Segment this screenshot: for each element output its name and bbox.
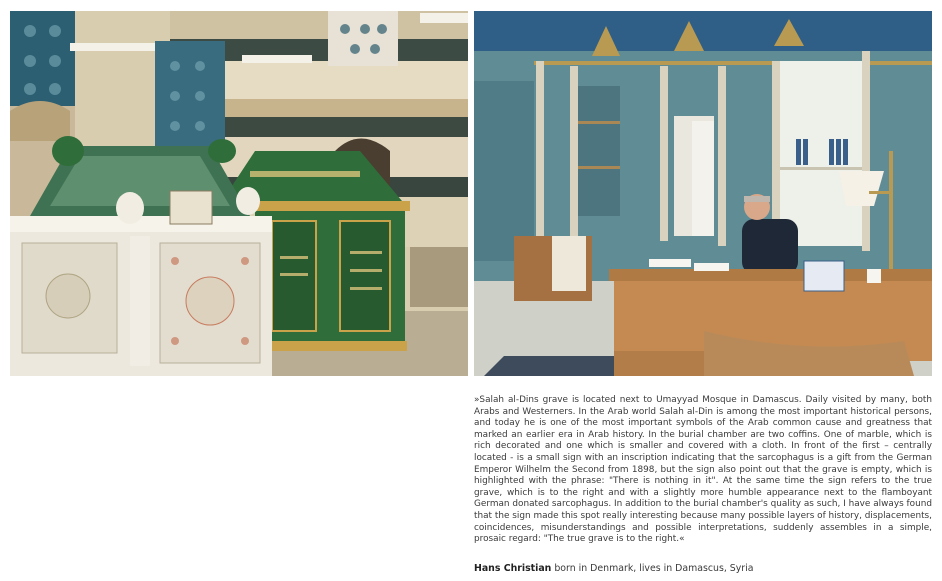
photographer-name: Hans Christian	[474, 563, 552, 574]
photo-caption: »Salah al-Dins grave is located next to Umayyad Mosque in Damascus. Daily visited by many, both Arabs and Westerners. In the Arab world Salah al-Din is among the most important historical persons, and today he is one of the most important symbols of the Arab common cause and greatness that marked an earlier era in Arab history. In the burial chamber are two coffins. One of marble, which is rich decorated and one which is smaller and covered with a cloth. In front of the first – centrally located - is a small sign with an inscription indicating that the sarcophagus is a gift from the German Emperor Wilhelm the Second from 1898, but the sign also point out that the grave is empty, which is highlighted with the phrase: "There is nothing in it". At the same time the sign refers to the true grave, which is to the right and with a slightly more humble appearance next to the flamboyant German donated sarcophagus. In addition to the burial chamber's quality as such, I have always found that the sign made this spot really interesting because many possible layers of history, displacements, coincidences, misunderstandings and possible interpretations, suddenly assembles in a simple, prosaic regard: "The true grave is to the right.«	[474, 395, 932, 545]
photographer-credit	[474, 563, 934, 574]
photographer-details: born in Denmark, lives in Damascus, Syria	[554, 563, 754, 574]
tomb-photo	[10, 11, 468, 376]
office-photo	[474, 11, 932, 376]
